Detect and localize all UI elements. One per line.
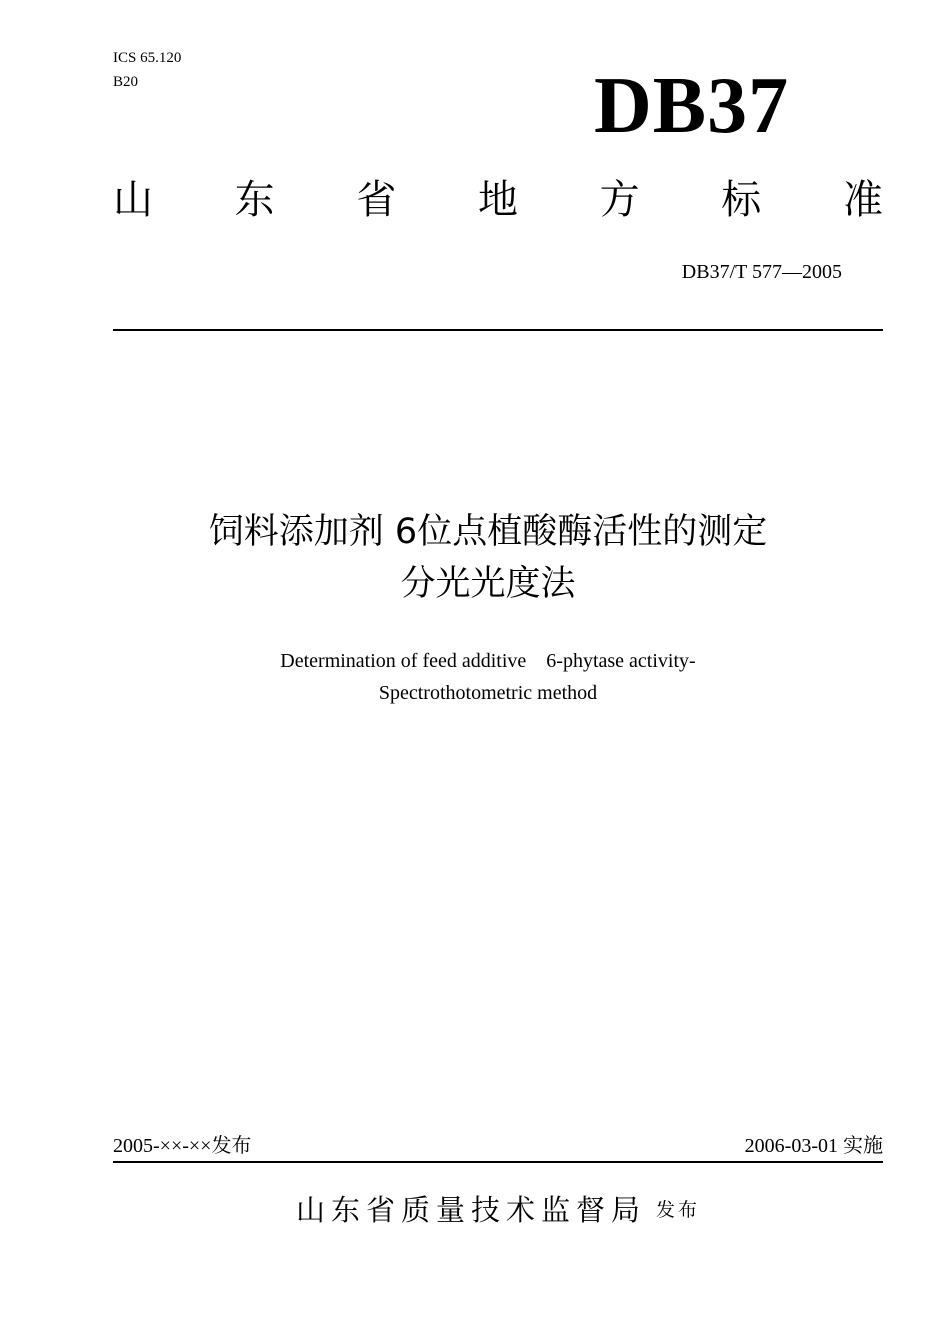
standard-type-char: 东: [234, 177, 275, 223]
standard-type-char: 准: [842, 177, 883, 223]
issuing-authority: [113, 1190, 883, 1230]
footer-divider: [113, 1161, 883, 1163]
standard-type-heading: [113, 176, 883, 224]
chinese-title: [113, 506, 863, 610]
english-title-line-1: Determination of feed additive 6-phytase activity-: [280, 650, 696, 672]
english-title-line-2: Spectrothotometric method: [378, 682, 598, 704]
ccs-code: B20: [113, 74, 139, 90]
standard-logo-db37: DB37: [594, 62, 790, 150]
issuer-suffix: 发布: [656, 1199, 701, 1221]
standard-type-char: 标: [721, 177, 762, 223]
chinese-title-line-1: 饲料添加剂 6位点植酸酶活性的测定: [208, 512, 768, 552]
standard-type-char: 地: [477, 177, 518, 223]
implementation-date: 2006-03-01 实施: [744, 1135, 883, 1157]
chinese-title-line-2: 分光光度法: [400, 564, 576, 604]
header-divider: [113, 329, 883, 331]
standard-type-char: 山: [113, 177, 153, 223]
standard-type-char: 方: [599, 177, 640, 223]
standard-number: DB37/T 577—2005: [681, 261, 842, 283]
issuer-name: 山东省质量技术监督局: [295, 1193, 646, 1227]
english-title: [113, 645, 863, 709]
issue-date: 2005-××-××发布: [113, 1135, 252, 1157]
standard-type-char: 省: [356, 177, 397, 223]
ics-code: ICS 65.120: [113, 50, 182, 66]
